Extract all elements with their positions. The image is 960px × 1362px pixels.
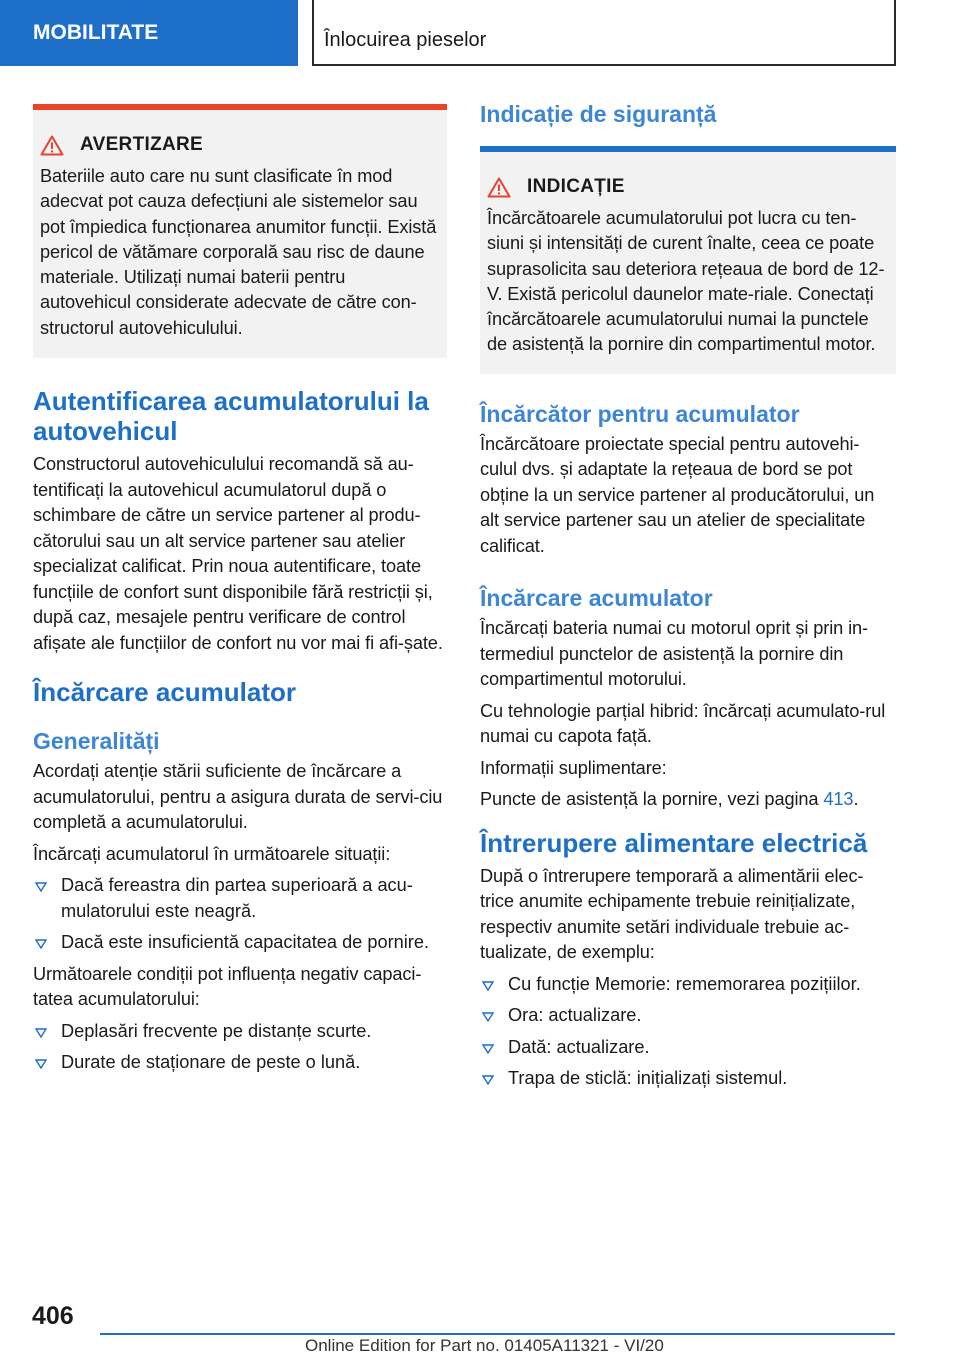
section-tab: MOBILITATE <box>0 0 298 66</box>
list-item <box>480 1003 896 1029</box>
note-text: Încărcătoarele acumulatorului pot lucra cu ten‐siuni și intensități de curent înalte, ceea ce poate suprasolicita sau deteriora rețeaua de bord de 12-V. Există pericolul daunelor mate‐riale. Conectați încărcătoarele acumulatorului numai la punctele de asistență la pornire din compartimentul motor. <box>487 208 885 355</box>
list-item <box>480 1035 896 1061</box>
charging-bullets-2 <box>33 1019 447 1076</box>
list-item <box>480 1066 896 1092</box>
list-item <box>33 873 447 924</box>
page-ref-link[interactable]: 413 <box>823 789 854 810</box>
charge2-p2: Cu tehnologie parțial hibrid: încărcați acumulato‐rul numai cu capota față. <box>480 700 886 747</box>
note-title <box>487 176 888 198</box>
list-item <box>33 930 447 956</box>
bullet-text: Dacă este insuficientă capacitatea de pornire. <box>61 932 430 953</box>
note-title-text: INDICAȚIE <box>527 176 625 197</box>
charging-bullets-1 <box>33 873 447 956</box>
footer-divider <box>100 1333 895 1335</box>
bullet-triangle-icon <box>35 882 47 892</box>
safety-heading: Indicație de siguranță <box>480 101 717 127</box>
footer-edition: Online Edition for Part no. 01405A11321 - VI/20 <box>305 1336 664 1355</box>
bullet-triangle-icon <box>482 1044 494 1054</box>
charger-text: Încărcătoare proiectate special pentru autovehi‐culul dvs. și adaptate la rețeaua de bord se pot obține la un service partener al producătorului, un alt service partener sau un atelier de specialitate calificat. <box>480 433 875 556</box>
bullet-triangle-icon <box>482 981 494 991</box>
page-ref-suffix: . <box>853 789 859 810</box>
list-item <box>480 972 896 998</box>
list-item <box>33 1019 447 1045</box>
warning-box <box>33 104 447 358</box>
charging-p3: Următoarele condiții pot influența negativ capaci‐tatea acumulatorului: <box>33 963 422 1010</box>
left-column <box>33 104 447 1082</box>
charger-heading: Încărcător pentru acumulator <box>480 400 800 427</box>
bullet-text: Trapa de sticlă: inițializați sistemul. <box>508 1068 788 1089</box>
power-text: După o întrerupere temporară a alimentării elec‐trice anumite echipamente trebuie reinițializate, respectiv anumite setări individuale trebuie ac‐tualizate, de exemplu: <box>480 865 864 963</box>
warning-title <box>40 134 439 156</box>
warning-title-text: AVERTIZARE <box>80 134 203 155</box>
page-number: 406 <box>32 1302 74 1330</box>
bullet-text: Cu funcție Memorie: rememorarea pozițiilor. <box>508 973 861 994</box>
bullet-triangle-icon <box>35 939 47 949</box>
warning-triangle-icon <box>40 135 64 156</box>
power-bullets <box>480 972 896 1092</box>
charge2-p4 <box>480 787 896 813</box>
charge2-heading: Încărcare acumulator <box>480 585 713 612</box>
charging-p1: Acordați atenție stării suficiente de încărcare a acumulatorului, pentru a asigura durata de servi‐ciu completă a acumulatorului. <box>33 761 443 833</box>
right-column <box>480 100 896 1098</box>
charge2-p1: Încărcați bateria numai cu motorul oprit și prin in‐termediul punctelor de asistență la pornire din compartimentul motorului. <box>480 618 869 690</box>
charging-p2: Încărcați acumulatorul în următoarele situații: <box>33 843 391 864</box>
bullet-triangle-icon <box>482 1012 494 1022</box>
bullet-triangle-icon <box>35 1059 47 1069</box>
power-heading: Întrerupere alimentare electrică <box>480 827 868 858</box>
list-item <box>33 1050 447 1076</box>
subsection-title: Înlocuirea pieselor <box>312 0 896 66</box>
warning-triangle-icon <box>487 177 511 198</box>
warning-text: Bateriile auto care nu sunt clasificate în mod adecvat pot cauza defecțiuni ale sistemelor sau pot împiedica funcționarea anumitor funcții. Există pericol de vătămare corporală sau risc de daune materiale. Utilizați numai baterii pentru autovehicul considerate adecvate de către con‐structorul autovehiculului. <box>40 166 437 338</box>
bullet-text: Dată: actualizare. <box>508 1036 650 1057</box>
auth-text: Constructorul autovehiculului recomandă să au‐tentificați la autovehicul acumulatorul după o schimbare de către un service partener al produ‐cătorului sau un alt service partener sau atelier specializat calificat. Prin noua autentificare, toate funcțiile de confort sunt disponibile fără restricții și, după caz, mesajele pentru verificare de control afișate ale funcțiilor de confort nu vor mai fi afi‐șate. <box>33 454 443 653</box>
general-heading: Generalități <box>33 728 160 755</box>
bullet-text: Dacă fereastra din partea superioară a acu‐mulatorului este neagră. <box>61 875 413 921</box>
charge2-p3: Informații suplimentare: <box>480 757 667 778</box>
charging-heading: Încărcare acumulator <box>33 677 297 708</box>
note-box <box>480 146 896 374</box>
bullet-text: Deplasări frecvente pe distanțe scurte. <box>61 1020 372 1041</box>
bullet-triangle-icon <box>482 1075 494 1085</box>
bullet-triangle-icon <box>35 1028 47 1038</box>
bullet-text: Ora: actualizare. <box>508 1005 642 1026</box>
page-ref-prefix: Puncte de asistență la pornire, vezi pagina <box>480 789 824 810</box>
auth-heading: Autentificarea acumulatorului la autovehicul <box>33 386 429 447</box>
bullet-text: Durate de staționare de peste o lună. <box>61 1052 361 1073</box>
